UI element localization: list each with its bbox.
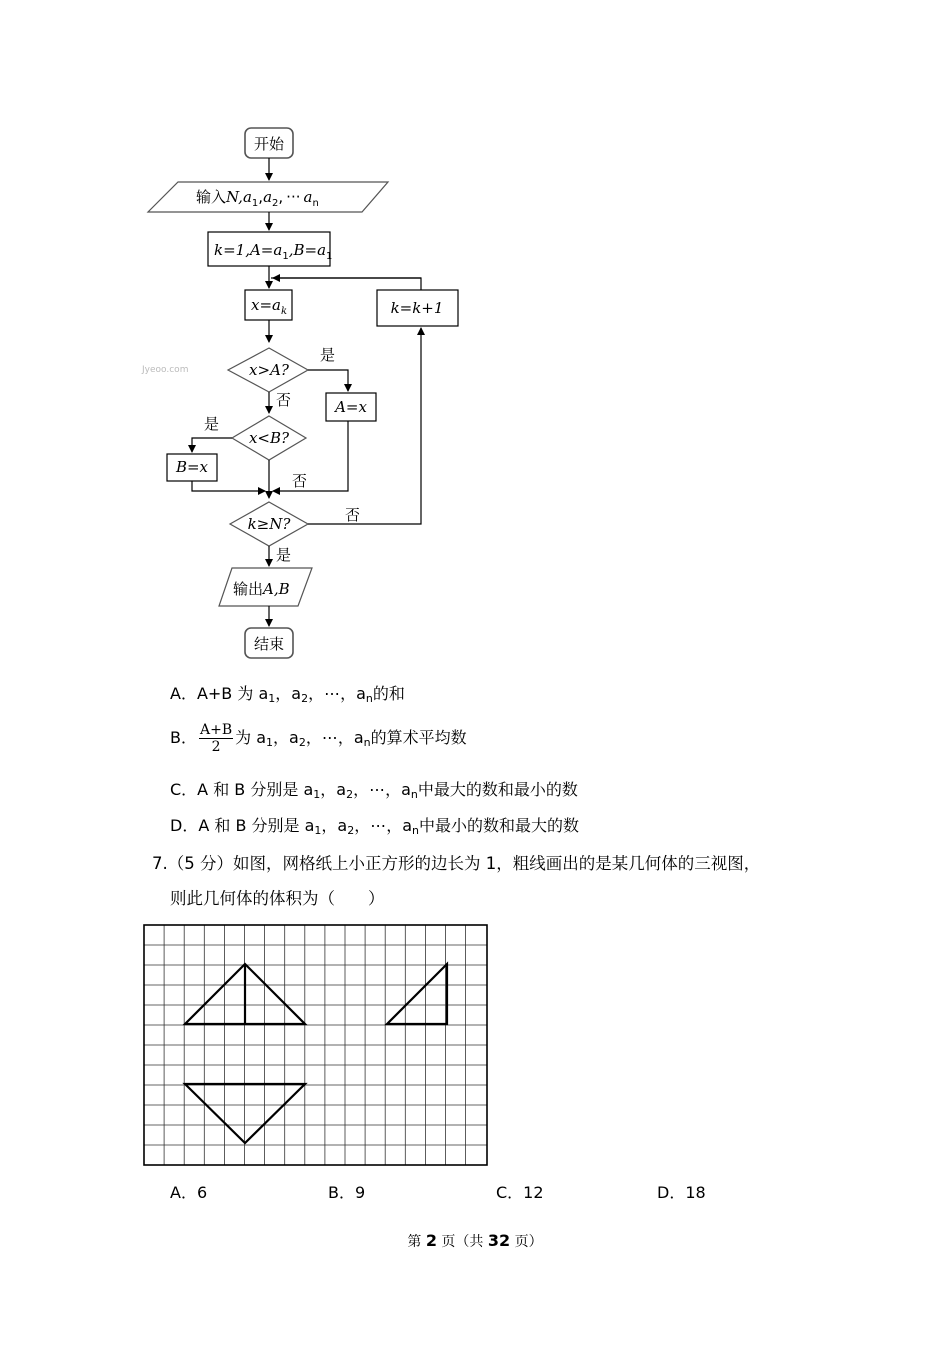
q6-option-a: A．A+B 为 $a_1$，$a_2$，⋯，$a_n$的和 — [170, 684, 405, 705]
cond1-no: 否 — [276, 391, 292, 409]
q7-stem-line2: 则此几何体的体积为（ ） — [170, 889, 385, 908]
output-label: 输出A,B — [233, 580, 290, 598]
start-label: 开始 — [253, 135, 285, 153]
q6-option-d: D．A 和 B 分别是 $a_1$，$a_2$，⋯，$a_n$中最小的数和最大的数 — [170, 816, 580, 837]
cond2-yes: 是 — [204, 415, 220, 433]
set-b-label: B=x — [175, 458, 209, 476]
three-view-grid — [143, 924, 488, 1166]
set-a-label: A=x — [335, 398, 367, 416]
cond1-yes: 是 — [320, 346, 336, 364]
flowchart — [140, 120, 480, 665]
cond3-no: 否 — [345, 506, 361, 524]
fraction-a-plus-b-over-2: $\frac{A+B}{2}$ — [199, 722, 233, 755]
init-label: $k=1,A=a_1,B=a_1$ — [214, 241, 333, 262]
cond2-label: x<B? — [248, 429, 290, 447]
q7-stem-line1: 7.（5 分）如图，网格纸上小正方形的边长为 1，粗线画出的是某几何体的三视图， — [152, 854, 761, 873]
cond2-no: 否 — [292, 472, 308, 490]
page-footer: 第 2 页（共 32 页） — [407, 1231, 543, 1250]
q6-option-c: C．A 和 B 分别是 $a_1$，$a_2$，⋯，$a_n$中最大的数和最小的数 — [170, 780, 578, 801]
increment-label: k=k+1 — [390, 299, 444, 317]
cond3-yes: 是 — [276, 546, 292, 564]
side-view — [387, 964, 447, 1024]
q7-answer-a: A．6 — [170, 1183, 208, 1202]
q7-answer-d: D．18 — [657, 1183, 706, 1202]
end-label: 结束 — [253, 635, 285, 653]
cond1-label: x>A? — [249, 361, 289, 379]
cond3-label: k≥N? — [247, 515, 291, 533]
assign-x-label: $x=a_k$ — [251, 296, 288, 317]
q6-option-b: B． $\frac{A+B}{2}$ 为 $a_1$，$a_2$，⋯，$a_n$的算术平均数 — [170, 722, 467, 755]
input-label: 输入$N,a_1,a_2$, ··· $a_n$ — [196, 188, 319, 209]
q7-answer-c: C．12 — [496, 1183, 544, 1202]
watermark: Jyeoo.com — [142, 365, 189, 375]
q7-answer-b: B．9 — [328, 1183, 366, 1202]
top-view — [185, 1084, 305, 1143]
